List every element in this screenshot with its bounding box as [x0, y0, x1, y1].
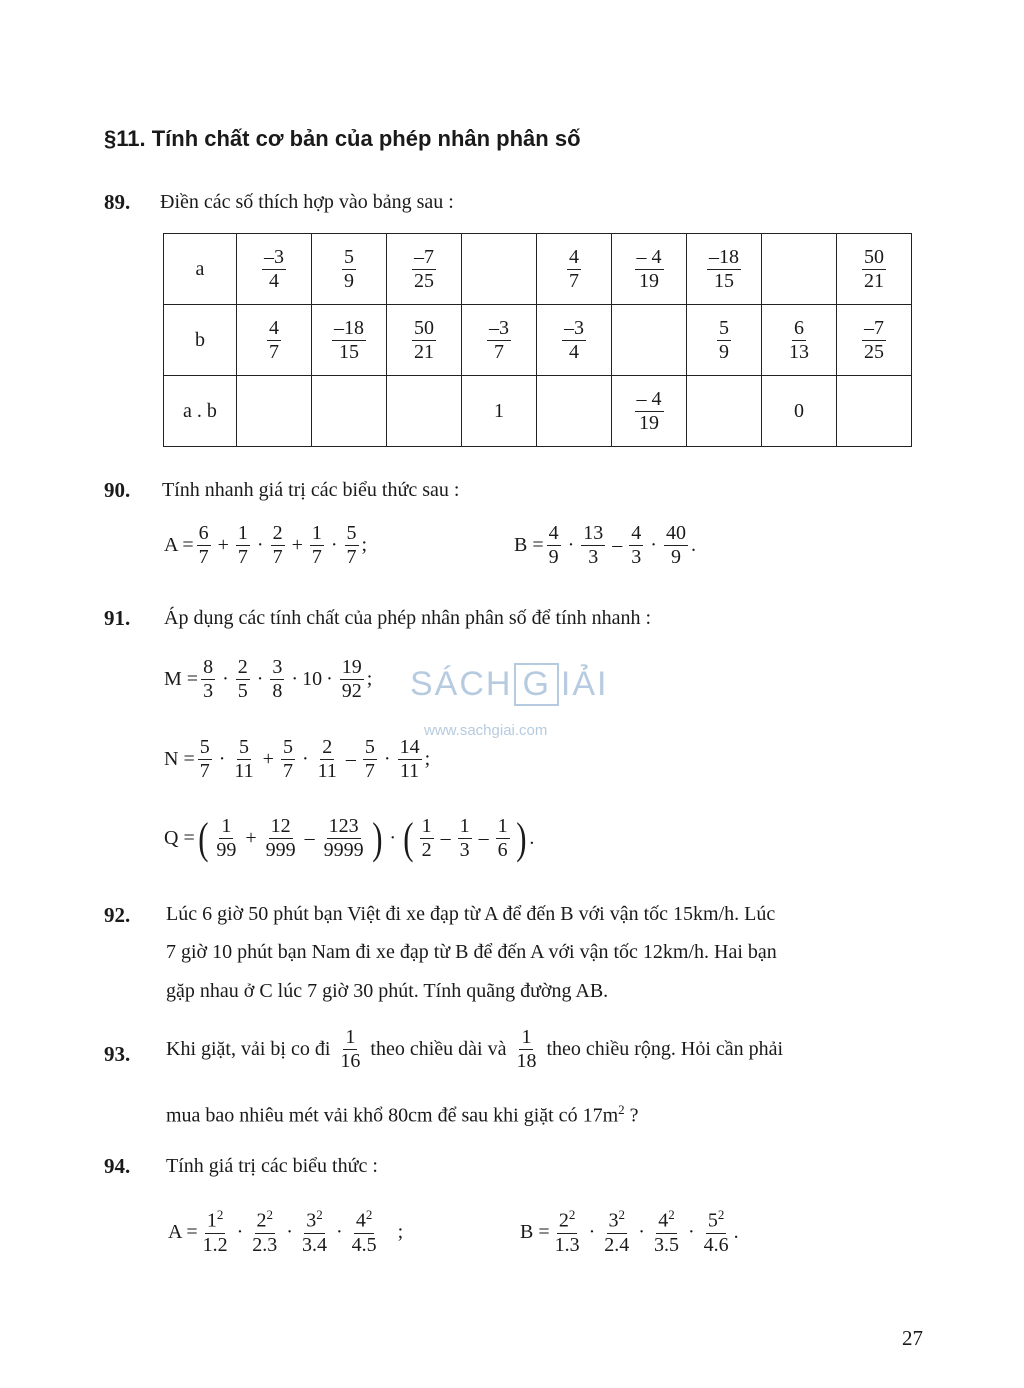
fraction: $\frac{5^2}{4.6}$	[703, 1207, 729, 1256]
fraction: $\frac{-18}{15}$	[709, 245, 739, 292]
fraction: $\frac{14}{11}$	[399, 736, 420, 782]
table-cell	[687, 234, 762, 305]
text-part: theo chiều rộng. Hỏi cần phải	[546, 1038, 784, 1060]
table-cell	[687, 305, 762, 376]
exercise-94-number: 94.	[104, 1154, 131, 1178]
table-cell	[237, 234, 312, 305]
fraction: $\frac{1}{2}$	[421, 815, 432, 861]
table-cell	[687, 376, 762, 447]
exercise-93-line-1	[166, 1026, 783, 1073]
table-cell	[612, 234, 687, 305]
expr-label: B =	[514, 534, 544, 556]
exercise-90-number: 90.	[104, 478, 131, 502]
text-part: theo chiều dài và	[370, 1038, 507, 1060]
table-cell	[612, 305, 687, 376]
table-cell	[387, 376, 462, 447]
exercise-92-line-1: Lúc 6 giờ 50 phút bạn Việt đi xe đạp từ A để đến B với vận tốc 15km/h. Lúc	[166, 903, 776, 925]
fraction: $\frac{1}{3}$	[459, 815, 470, 861]
row-label: a	[164, 234, 237, 305]
fraction: $\frac{6}{13}$	[789, 316, 809, 363]
table-row	[164, 234, 912, 305]
fraction: $\frac{50}{21}$	[864, 245, 884, 292]
page-number: 27	[902, 1326, 923, 1350]
fraction: $\frac{-3}{4}$	[264, 245, 284, 292]
table-cell	[312, 234, 387, 305]
fraction: $\frac{3^2}{3.4}$	[301, 1207, 327, 1256]
exercise-93-number: 93.	[104, 1042, 131, 1066]
table-cell	[462, 234, 537, 305]
exercise-94-text: Tính giá trị các biểu thức :	[166, 1155, 378, 1177]
fraction: $\frac{6}{7}$	[198, 522, 209, 568]
expr-end: ;	[424, 748, 431, 770]
expression-94-B: B = $\frac{2^2}{1.3}$ · $\frac{3^2}{2.4}$ · $\frac{4^2}{3.5}$ · $\frac{5^2}{4.6}$ .	[520, 1207, 739, 1256]
fraction: $\frac{1}{18}$	[516, 1026, 537, 1072]
expr-end: .	[529, 827, 535, 849]
expr-end: ;	[366, 668, 373, 690]
expr-label: A =	[164, 534, 194, 556]
expr-end: .	[690, 534, 696, 556]
table-cell	[237, 305, 312, 376]
fraction: $\frac{-18}{15}$	[334, 316, 364, 363]
fraction: $\frac{13}{3}$	[583, 522, 604, 568]
table-cell	[462, 305, 537, 376]
fraction: $\frac{5}{11}$	[234, 736, 254, 782]
table-cell	[612, 376, 687, 447]
expr-end: .	[733, 1220, 739, 1243]
text-part: Khi giặt, vải bị co đi	[166, 1038, 331, 1060]
exercise-91-text: Áp dụng các tính chất của phép nhân phân số để tính nhanh :	[164, 607, 652, 629]
fraction: $\frac{- 4}{19}$	[636, 387, 662, 434]
expression-94-A: A = $\frac{1^2}{1.2}$ · $\frac{2^2}{2.3}$ · $\frac{3^2}{3.4}$ · $\frac{4^2}{4.5}$ ;	[168, 1207, 404, 1256]
fraction: $\frac{1}{7}$	[311, 522, 322, 568]
fraction: $\frac{1}{99}$	[216, 815, 237, 861]
fraction: $\frac{1}{16}$	[340, 1026, 361, 1072]
fraction: $\frac{1}{6}$	[497, 815, 508, 861]
exercise-89-text: Điền các số thích hợp vào bảng sau :	[160, 191, 454, 213]
table-cell	[312, 376, 387, 447]
table-cell	[537, 305, 612, 376]
expression-90-A: A = $\frac{6}{7}$ + $\frac{1}{7}$ · $\frac{2}{7}$ + $\frac{1}{7}$ · $\frac{5}{7}$ ;	[164, 522, 368, 568]
fraction: $\frac{3^2}{2.4}$	[604, 1207, 630, 1256]
expression-91-M: M = $\frac{8}{3}$ · $\frac{2}{5}$ · $\frac{3}{8}$ · 10 · $\frac{19}{92}$ ;	[164, 656, 373, 702]
fraction: $\frac{4}{7}$	[569, 245, 579, 292]
fraction: $\frac{5}{7}$	[346, 522, 357, 568]
fraction: $\frac{-3}{4}$	[564, 316, 584, 363]
section-title: §11. Tính chất cơ bản của phép nhân phân số	[104, 126, 581, 151]
expression-90-B: B = $\frac{4}{9}$ · $\frac{13}{3}$ – $\frac{4}{3}$ · $\frac{40}{9}$ .	[514, 522, 696, 568]
expr-label: A =	[168, 1220, 198, 1243]
exercise-90-text: Tính nhanh giá trị các biểu thức sau :	[162, 479, 460, 501]
table-cell	[537, 234, 612, 305]
exercise-92-line-2: 7 giờ 10 phút bạn Nam đi xe đạp từ B để đến A với vận tốc 12km/h. Hai bạn	[166, 941, 777, 963]
fraction: $\frac{4^2}{4.5}$	[351, 1207, 377, 1256]
table-cell	[387, 305, 462, 376]
table-cell: 0	[762, 376, 837, 447]
fraction: $\frac{4^2}{3.5}$	[653, 1207, 679, 1256]
fraction: $\frac{5}{7}$	[364, 736, 375, 782]
fraction: $\frac{5}{9}$	[344, 245, 354, 292]
expr-label: M =	[164, 668, 199, 690]
number-ten: 10	[302, 668, 323, 690]
expr-end: ;	[361, 534, 368, 556]
fraction: $\frac{2}{5}$	[237, 656, 248, 702]
expression-91-Q: Q = ( $\frac{1}{99}$ + $\frac{12}{999}$ – $\frac{123}{9999}$ ) · ( $\frac{1}{2}$ – $\frac{1}{3}$ – $\frac{1}{6}$ ) .	[164, 813, 535, 863]
table-row	[164, 376, 912, 447]
fraction: $\frac{2}{11}$	[317, 736, 337, 782]
expr-label: N =	[164, 748, 195, 770]
expr-label: B =	[520, 1220, 550, 1243]
table-cell: 1	[462, 376, 537, 447]
fraction: $\frac{2}{7}$	[272, 522, 283, 568]
row-label: a . b	[164, 376, 237, 447]
row-label: b	[164, 305, 237, 376]
fraction: $\frac{-7}{25}$	[414, 245, 434, 292]
exercise-93-line-2: mua bao nhiêu mét vải khổ 80cm để sau khi giặt có $17m^2$ ?	[166, 1102, 639, 1127]
fraction: $\frac{5}{9}$	[719, 316, 729, 363]
fraction: $\frac{5}{7}$	[282, 736, 293, 782]
exercise-91-number: 91.	[104, 606, 131, 630]
table-cell	[837, 376, 912, 447]
exercise-89-number: 89.	[104, 190, 131, 214]
table-cell	[837, 305, 912, 376]
expression-91-N: N = $\frac{5}{7}$ · $\frac{5}{11}$ + $\frac{5}{7}$ · $\frac{2}{11}$ – $\frac{5}{7}$ · $\frac{14}{11}$ ;	[164, 736, 431, 782]
expr-label: Q =	[164, 827, 195, 849]
table-cell	[762, 305, 837, 376]
table-cell	[387, 234, 462, 305]
fraction: $\frac{- 4}{19}$	[636, 245, 662, 292]
fraction: $\frac{12}{999}$	[265, 815, 296, 861]
table-cell	[312, 305, 387, 376]
fraction: $\frac{5}{7}$	[199, 736, 210, 782]
fraction: $\frac{40}{9}$	[665, 522, 686, 568]
table-cell	[537, 376, 612, 447]
table-cell	[237, 376, 312, 447]
table-row	[164, 305, 912, 376]
table-cell	[837, 234, 912, 305]
exercise-92-line-3: gặp nhau ở C lúc 7 giờ 30 phút. Tính quãng đường AB.	[166, 980, 609, 1002]
watermark-logo: SÁCH G IẢI	[410, 663, 609, 706]
fraction: $\frac{-3}{7}$	[489, 316, 509, 363]
fraction: $\frac{4}{3}$	[631, 522, 642, 568]
expr-end: ;	[397, 1220, 404, 1243]
table-cell	[762, 234, 837, 305]
fraction: $\frac{1}{7}$	[237, 522, 248, 568]
fraction: $\frac{8}{3}$	[203, 656, 214, 702]
fraction: $\frac{4}{7}$	[269, 316, 279, 363]
fraction: $\frac{2^2}{2.3}$	[252, 1207, 278, 1256]
fraction: $\frac{19}{92}$	[341, 656, 362, 702]
fraction: $\frac{123}{9999}$	[323, 815, 364, 861]
fraction: $\frac{-7}{25}$	[864, 316, 884, 363]
fraction: $\frac{3}{8}$	[272, 656, 283, 702]
exercise-89-table	[163, 233, 912, 447]
watermark-url: www.sachgiai.com	[424, 722, 548, 739]
fraction: $\frac{4}{9}$	[548, 522, 559, 568]
fraction: $\frac{1^2}{1.2}$	[202, 1207, 228, 1256]
exercise-92-number: 92.	[104, 903, 131, 927]
fraction: $\frac{50}{21}$	[414, 316, 434, 363]
fraction: $\frac{2^2}{1.3}$	[554, 1207, 580, 1256]
